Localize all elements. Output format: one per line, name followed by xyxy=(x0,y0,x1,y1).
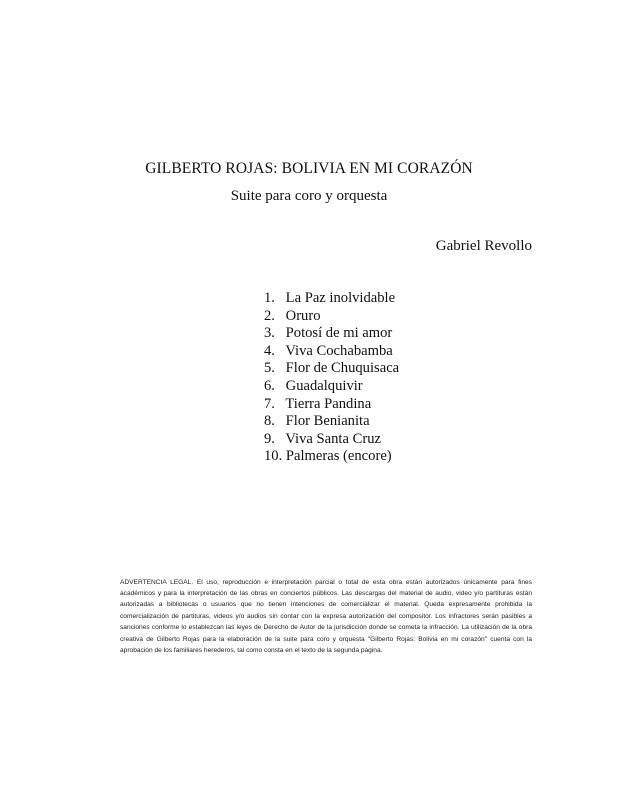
list-item xyxy=(264,396,399,414)
movement-title: Viva Cochabamba xyxy=(285,342,393,359)
page-title: GILBERTO ROJAS: BOLIVIA EN MI CORAZÓN xyxy=(145,160,473,177)
list-item xyxy=(264,448,399,466)
movement-title: Potosí de mi amor xyxy=(285,325,393,342)
list-item xyxy=(264,360,399,378)
movement-title: Flor Benianita xyxy=(285,413,370,430)
movement-title: Palmeras (encore) xyxy=(285,448,392,465)
movement-number: 10. xyxy=(264,448,283,465)
movement-number: 5. xyxy=(264,360,275,377)
legal-notice-lead: ADVERTENCIA LEGAL. xyxy=(120,578,194,586)
list-item xyxy=(264,378,399,396)
movement-title: Viva Santa Cruz xyxy=(285,430,381,447)
list-item xyxy=(264,308,399,326)
movement-number: 1. xyxy=(264,290,275,306)
movement-list xyxy=(264,290,399,466)
movement-number: 9. xyxy=(264,430,275,447)
movement-title: Flor de Chuquisaca xyxy=(285,360,400,377)
page-subtitle: Suite para coro y orquesta xyxy=(230,188,388,204)
movement-number: 7. xyxy=(264,395,275,412)
movement-title: Guadalquivir xyxy=(285,377,363,394)
movement-title: Oruro xyxy=(285,307,321,324)
legal-notice-text: El uso, reproducción e interpretación parcial o total de esta obra están autorizados únicamente para fines académicos y para la interpretación de las obras en conciertos públicos. Las descargas del material de audio, video y/o partituras están autorizadas a bibliotecas o usuarios que no tienen intenciones de comercializar el material. Queda expresamente prohibida la comercialización de partituras, videos y/o audios sin contar con la expresa autorización del compositor. Los infractores serán pasibles a sanciones conforme lo establezcan las leyes de Derecho de Autor de la jurisdicción donde se cometa la infracción. La utilización de la obra creativa de Gilberto Rojas para la elaboración de la suite para coro y orquesta "Gilberto Rojas: Bolivia en mi corazón" cuenta con la aprobación de los familiares herederos, tal como consta en el texto de la segunda página. xyxy=(120,578,533,655)
legal-notice xyxy=(120,577,532,657)
movement-number: 6. xyxy=(264,377,275,394)
movement-number: 2. xyxy=(264,307,275,324)
movement-number: 4. xyxy=(264,342,275,359)
author-name: Gabriel Revollo xyxy=(435,238,532,254)
list-item xyxy=(264,413,399,431)
movement-title: La Paz inolvidable xyxy=(285,290,396,306)
list-item xyxy=(264,290,399,308)
movement-number: 3. xyxy=(264,325,275,342)
list-item xyxy=(264,325,399,343)
list-item xyxy=(264,343,399,361)
movement-number: 8. xyxy=(264,413,275,430)
list-item xyxy=(264,431,399,449)
movement-title: Tierra Pandina xyxy=(285,395,372,412)
